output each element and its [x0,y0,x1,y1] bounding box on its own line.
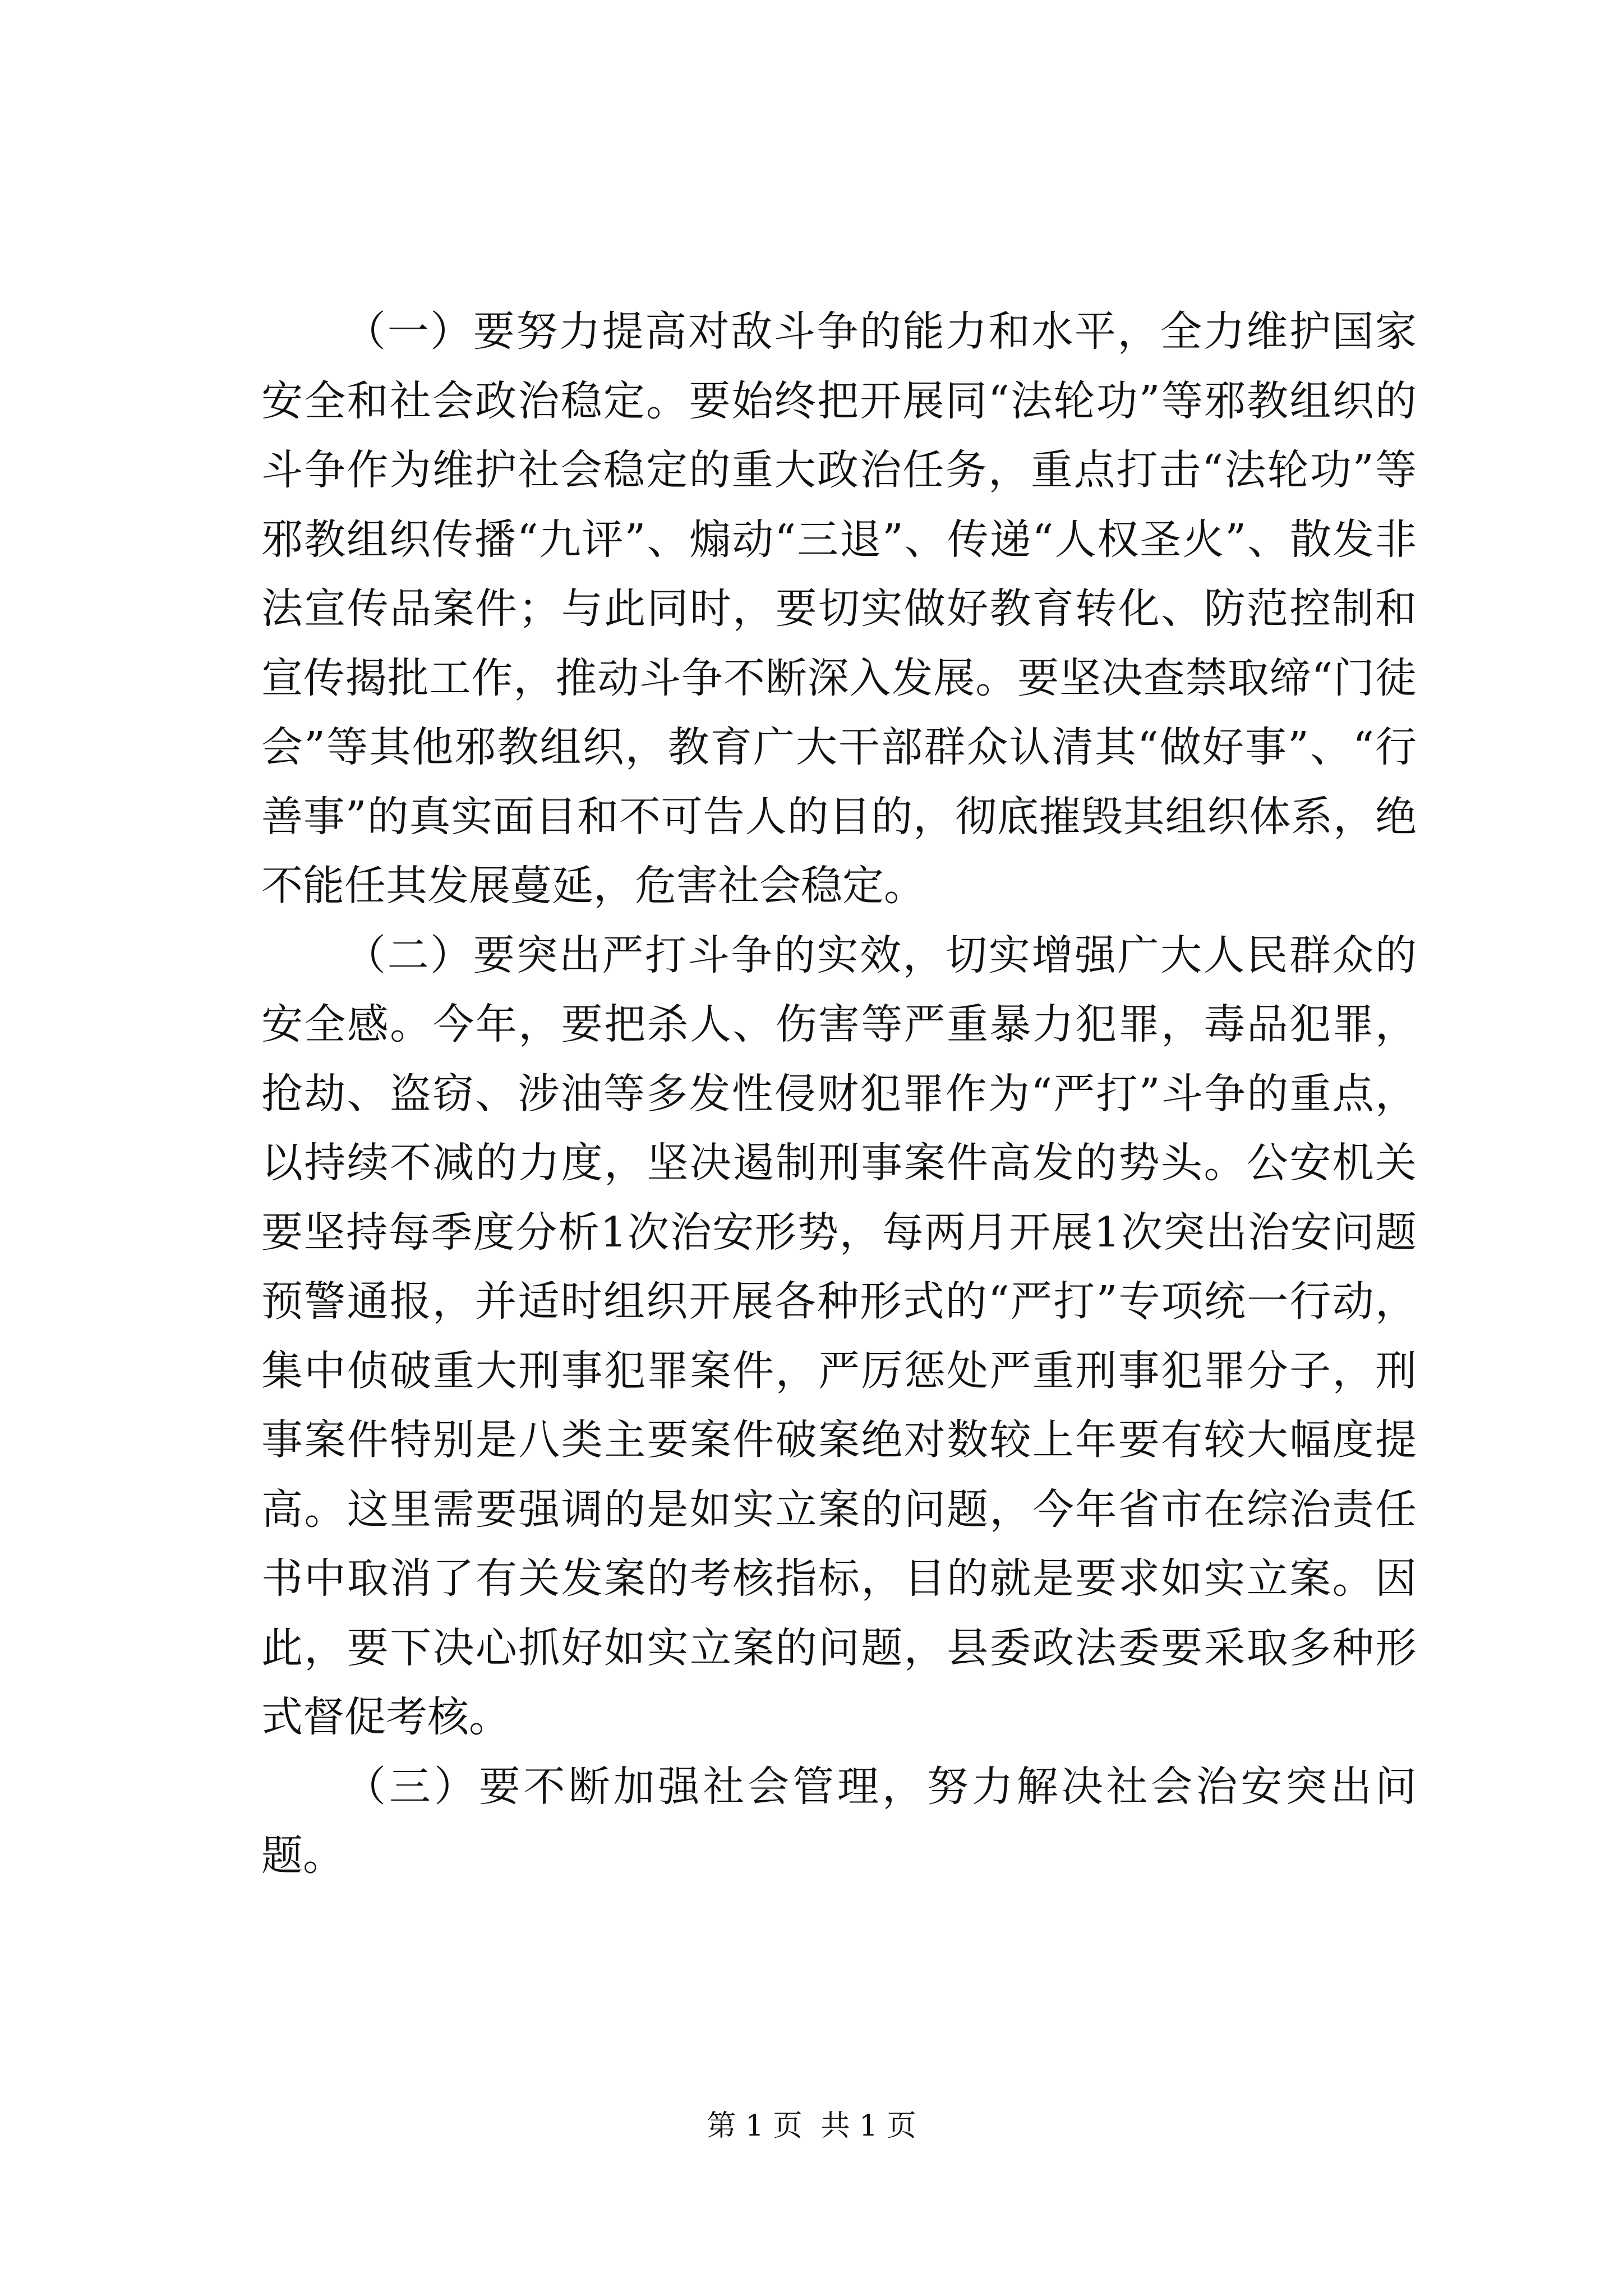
page-footer [0,2106,1623,2146]
document-body [261,297,1417,1891]
paragraph-2: （二）要突出严打斗争的实效，切实增强广大人民群众的安全感。今年，要把杀人、伤害等严重暴力犯罪，毒品犯罪，抢劫、盗窃、涉油等多发性侵财犯罪作为“严打”斗争的重点，以持续不减的力度，坚决遏制刑事案件高发的势头。公安机关要坚持每季度分析1次治安形势，每两月开展1次突出治安问题预警通报，并适时组织开展各种形式的“严打”专项统一行动，集中侦破重大刑事犯罪案件，严厉惩处严重刑事犯罪分子，刑事案件特别是八类主要案件破案绝对数较上年要有较大幅度提高。这里需要强调的是如实立案的问题，今年省市在综治责任书中取消了有关发案的考核指标，目的就是要求如实立案。因此，要下决心抓好如实立案的问题，县委政法委要采取多种形式督促考核。 [261,931,1417,1741]
paragraph-1: （一）要努力提高对敌斗争的能力和水平，全力维护国家安全和社会政治稳定。要始终把开展同“法轮功”等邪教组织的斗争作为维护社会稳定的重大政治任务，重点打击“法轮功”等邪教组织传播“九评”、煽动“三退”、传递“人权圣火”、散发非法宣传品案件；与此同时，要切实做好教育转化、防范控制和宣传揭批工作，推动斗争不断深入发展。要坚决查禁取缔“门徒会”等其他邪教组织，教育广大干部群众认清其“做好事”、“行善事”的真实面目和不可告人的目的，彻底摧毁其组织体系，绝不能任其发展蔓延，危害社会稳定。 [261,307,1417,910]
paragraph-3: （三）要不断加强社会管理，努力解决社会治安突出问题。 [261,1762,1417,1880]
page-number-label: 第 1 页 共 1 页 [707,2109,916,2143]
